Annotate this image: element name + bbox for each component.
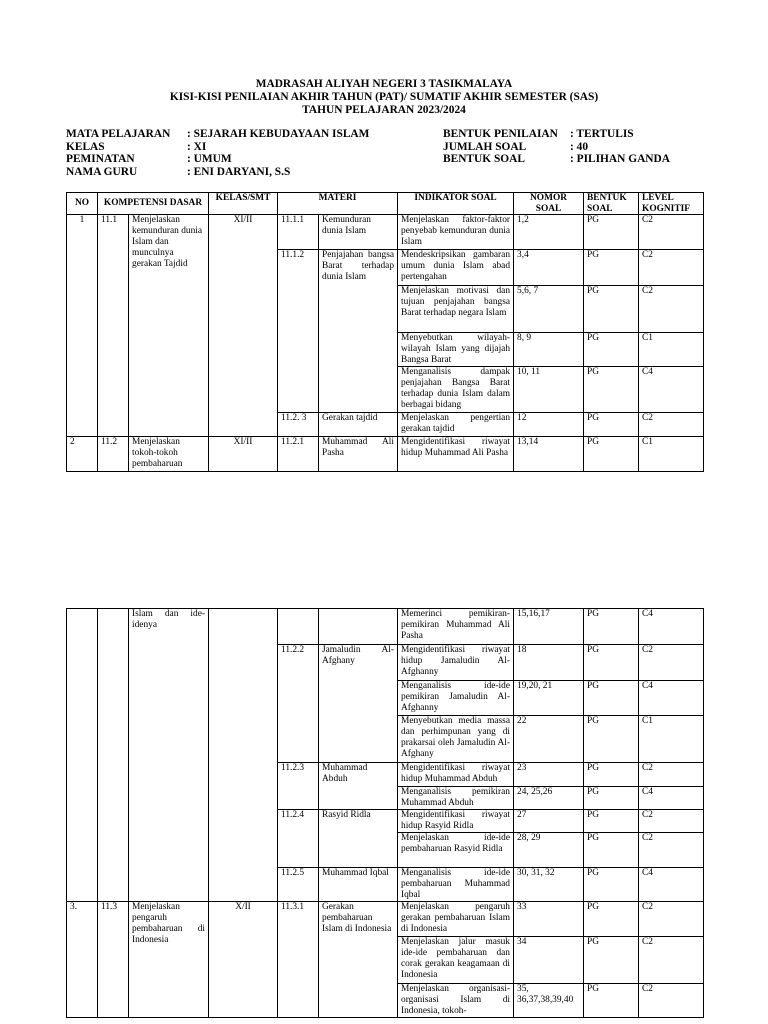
bentuk-cell: PG	[584, 645, 639, 681]
kd-code: 11.3	[98, 902, 129, 1018]
nomor-cell: 3,4	[514, 250, 584, 286]
indikator-cell: Menjelaskan faktor-faktor penyebab kemunduran dunia Islam	[398, 215, 514, 250]
table-row	[67, 215, 704, 250]
indikator-cell: Menganalisis ide-ide pemikiran Jamaludin Al-Afghanny	[398, 681, 514, 716]
kelas-cell: XI/II	[209, 215, 278, 437]
materi-text: Penjajahan bangsa Barat terhadap dunia Islam	[319, 250, 398, 413]
info-label: MATA PELAJARAN	[66, 128, 171, 140]
info-label: BENTUK PENILAIAN	[443, 128, 558, 140]
row-no: 1	[67, 215, 98, 437]
nomor-cell: 22	[514, 716, 584, 763]
bentuk-cell: PG	[584, 681, 639, 716]
bentuk-cell: PG	[584, 763, 639, 787]
bentuk-cell: PG	[584, 833, 639, 868]
nomor-cell: 10, 11	[514, 367, 584, 413]
document-title: KISI-KISI PENILAIAN AKHIR TAHUN (PAT)/ SUMATIF AKHIR SEMESTER (SAS)	[169, 91, 599, 103]
bentuk-cell: PG	[584, 902, 639, 937]
table-row	[67, 437, 704, 472]
level-cell: C1	[639, 437, 704, 472]
col-header-kelas: KELAS/SMT	[209, 193, 278, 215]
bentuk-cell: PG	[584, 787, 639, 810]
level-cell: C4	[639, 609, 704, 645]
info-label: KELAS	[66, 140, 105, 153]
level-cell: C2	[639, 286, 704, 333]
col-header-level: LEVEL KOGNITIF	[639, 193, 704, 215]
info-row-teacher	[66, 166, 369, 179]
nomor-cell: 34	[514, 937, 584, 984]
materi-code: 11.2.5	[278, 868, 319, 902]
indikator-cell: Menjelaskan pengertian gerakan tajdid	[398, 413, 514, 437]
indikator-cell: Menjelaskan ide-ide pembaharuan Rasyid Ridla	[398, 833, 514, 868]
kd-code: 11.2	[98, 437, 129, 472]
bentuk-cell: PG	[584, 937, 639, 984]
col-header-nomor: NOMOR SOAL	[514, 193, 584, 215]
info-label: NAMA GURU	[66, 165, 138, 178]
bentuk-cell: PG	[584, 367, 639, 413]
nomor-cell: 1,2	[514, 215, 584, 250]
row-no: 3.	[67, 902, 98, 1018]
info-value: : SEJARAH KEBUDAYAAN ISLAM	[187, 128, 370, 140]
level-cell: C2	[639, 810, 704, 833]
level-cell: C4	[639, 787, 704, 810]
nomor-cell: 12	[514, 413, 584, 437]
nomor-cell: 19,20, 21	[514, 681, 584, 716]
materi-text: Gerakan pembaharuan Islam di Indonesia	[319, 902, 398, 1018]
materi-code: 11.1.2	[278, 250, 319, 413]
kelas-cell: X/II	[209, 902, 278, 1018]
kelas-cell: XI/II	[209, 437, 278, 472]
materi-text: Gerakan tajdid	[319, 413, 398, 437]
header-row	[67, 193, 704, 215]
nomor-cell: 5,6, 7	[514, 286, 584, 333]
level-cell: C1	[639, 333, 704, 367]
info-value: : XI	[187, 140, 207, 153]
indikator-cell: Memerinci pemikiran-pemikiran Muhammad Ali Pasha	[398, 609, 514, 645]
col-header-no: NO	[67, 193, 98, 215]
col-header-indikator: INDIKATOR SOAL	[398, 193, 514, 215]
materi-text: Rasyid Ridla	[319, 810, 398, 868]
level-cell: C2	[639, 763, 704, 787]
document-header	[0, 78, 768, 117]
materi-code	[278, 609, 319, 645]
col-header-kd: KOMPETENSI DASAR	[98, 193, 209, 215]
info-row-class	[66, 141, 369, 154]
bentuk-cell: PG	[584, 609, 639, 645]
indikator-cell: Mengidentifikasi riwayat hidup Muhammad Abduh	[398, 763, 514, 787]
info-value: : PILIHAN GANDA	[570, 153, 670, 166]
nomor-cell: 18	[514, 645, 584, 681]
info-left	[66, 128, 369, 178]
level-cell: C2	[639, 937, 704, 984]
bentuk-cell: PG	[584, 215, 639, 250]
table-row	[67, 609, 704, 645]
materi-text: Muhammad Iqbal	[319, 868, 398, 902]
kd-code: 11.1	[98, 215, 129, 437]
grid-table-page1	[66, 192, 704, 472]
bentuk-cell: PG	[584, 250, 639, 286]
nomor-cell: 13,14	[514, 437, 584, 472]
col-header-materi: MATERI	[278, 193, 398, 215]
info-label: BENTUK SOAL	[443, 153, 525, 166]
info-row-assessment-form	[443, 128, 670, 141]
kd-text: Islam dan ide-idenya	[129, 609, 209, 902]
nomor-cell: 27	[514, 810, 584, 833]
indikator-cell: Menjelaskan pengaruh gerakan pembaharuan Islam di Indonesia	[398, 902, 514, 937]
materi-text: Kemunduran dunia Islam	[319, 215, 398, 250]
info-row-major	[66, 153, 369, 166]
level-cell: C2	[639, 413, 704, 437]
level-cell: C2	[639, 984, 704, 1018]
info-value: : ENI DARYANI, S.S	[187, 165, 291, 178]
materi-code: 11.2.2	[278, 645, 319, 763]
nomor-cell: 15,16,17	[514, 609, 584, 645]
info-row-subject	[66, 128, 369, 141]
level-cell: C2	[639, 250, 704, 286]
nomor-cell: 24, 25,26	[514, 787, 584, 810]
nomor-cell: 35, 36,37,38,39,40	[514, 984, 584, 1018]
indikator-cell: Menyebutkan wilayah-wilayah Islam yang dijajah Bangsa Barat	[398, 333, 514, 367]
level-cell: C2	[639, 833, 704, 868]
indikator-cell: Mengidentifikasi riwayat hidup Jamaludin Al-Afghanny	[398, 645, 514, 681]
bentuk-cell: PG	[584, 413, 639, 437]
indikator-cell: Mendeskripsikan gambaran umum dunia Islam abad pertengahan	[398, 250, 514, 286]
level-cell: C1	[639, 716, 704, 763]
level-cell: C4	[639, 367, 704, 413]
indikator-cell: Mengidentifikasi riwayat hidup Muhammad Ali Pasha	[398, 437, 514, 472]
level-cell: C2	[639, 902, 704, 937]
kelas-cell	[209, 609, 278, 902]
info-value: : UMUM	[187, 153, 232, 166]
bentuk-cell: PG	[584, 437, 639, 472]
bentuk-cell: PG	[584, 810, 639, 833]
materi-code: 11.1.1	[278, 215, 319, 250]
table-row	[67, 902, 704, 937]
materi-text: Jamaludin Al-Afghany	[319, 645, 398, 763]
col-header-bentuk: BENTUK SOAL	[584, 193, 639, 215]
info-value: : 40	[570, 140, 589, 153]
nomor-cell: 28, 29	[514, 833, 584, 868]
indikator-cell: Menjelaskan jalur masuk ide-ide pembaharuan dan corak gerakan keagamaan di Indonesia	[398, 937, 514, 984]
indikator-cell: Mengidentifikasi riwayat hidup Rasyid Ridla	[398, 810, 514, 833]
info-label: JUMLAH SOAL	[443, 140, 527, 153]
indikator-cell: Menganalisis dampak penjajahan Bangsa Barat terhadap dunia Islam dalam berbagai bidang	[398, 367, 514, 413]
kd-text: Menjelaskan kemunduran dunia Islam dan munculnya gerakan Tajdid	[129, 215, 209, 437]
nomor-cell: 30, 31, 32	[514, 868, 584, 902]
level-cell: C2	[639, 645, 704, 681]
nomor-cell: 23	[514, 763, 584, 787]
bentuk-cell: PG	[584, 716, 639, 763]
indikator-cell: Menjelaskan organisasi-organisasi Islam di Indonesia, tokoh-	[398, 984, 514, 1018]
bentuk-cell: PG	[584, 984, 639, 1018]
materi-code: 11.2. 3	[278, 413, 319, 437]
materi-text: Muhammad Abduh	[319, 763, 398, 810]
bentuk-cell: PG	[584, 868, 639, 902]
info-row-question-count	[443, 141, 670, 154]
materi-code: 11.2.3	[278, 763, 319, 810]
indikator-cell: Menjelaskan motivasi dan tujuan penjajahan bangsa Barat terhadap negara Islam	[398, 286, 514, 333]
grid-table-page2	[66, 608, 704, 1018]
bentuk-cell: PG	[584, 333, 639, 367]
info-value: : TERTULIS	[570, 128, 634, 140]
row-no	[67, 609, 98, 902]
indikator-cell: Menganalisis pemikiran Muhammad Abduh	[398, 787, 514, 810]
level-cell: C4	[639, 868, 704, 902]
kd-text: Menjelaskan pengaruh pembaharuan di Indonesia	[129, 902, 209, 1018]
materi-code: 11.2.4	[278, 810, 319, 868]
materi-text	[319, 609, 398, 645]
kd-code	[98, 609, 129, 902]
materi-code: 11.2.1	[278, 437, 319, 472]
academic-year: TAHUN PELAJARAN 2023/2024	[302, 104, 466, 116]
bentuk-cell: PG	[584, 286, 639, 333]
materi-code: 11.3.1	[278, 902, 319, 1018]
indikator-cell: Menganalisis ide-ide pembaharuan Muhammad Iqbal	[398, 868, 514, 902]
kd-text: Menjelaskan tokoh-tokoh pembaharuan	[129, 437, 209, 472]
materi-text: Muhammad Ali Pasha	[319, 437, 398, 472]
nomor-cell: 33	[514, 902, 584, 937]
row-no: 2	[67, 437, 98, 472]
info-label: PEMINATAN	[66, 153, 135, 166]
info-right	[443, 128, 670, 166]
school-name: MADRASAH ALIYAH NEGERI 3 TASIKMALAYA	[255, 78, 513, 90]
level-cell: C4	[639, 681, 704, 716]
level-cell: C2	[639, 215, 704, 250]
info-row-question-form	[443, 153, 670, 166]
indikator-cell: Menyebutkan media massa dan perhimpunan yang di prakarsai oleh Jamaludin Al-Afghany	[398, 716, 514, 763]
nomor-cell: 8, 9	[514, 333, 584, 367]
